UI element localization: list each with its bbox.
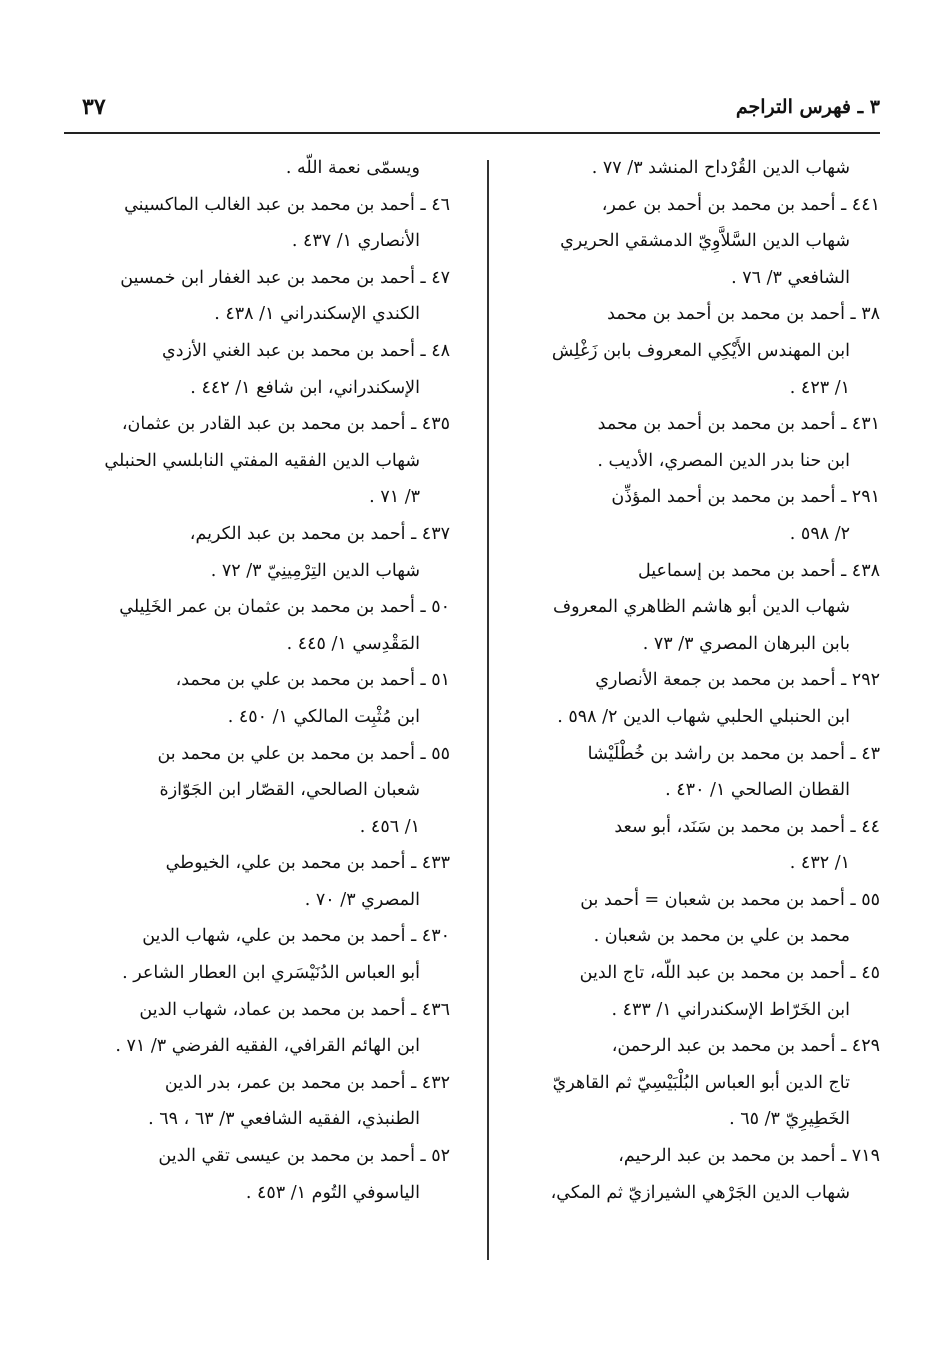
entry-heading-line: ٤٤ ـ أحمد بن محمد بن سَنَد، أبو سعد [614,816,880,837]
entry-heading-line: ٥٠ ـ أحمد بن محمد بن عثمان بن عمر الخَلِيلي [119,597,450,618]
entry-continuation-line: ابن حنا بدر الدين المصري، الأديب . [597,450,850,471]
page-header [60,92,880,132]
entry-continuation-line: الطنبذي، الفقيه الشافعي ٣/ ٦٣ ، ٦٩ . [148,1109,420,1130]
index-entry [510,1138,880,1211]
index-entry [80,516,450,589]
entry-continuation-line: القطان الصالحي ١/ ٤٣٠ . [665,780,850,801]
index-entry [510,479,880,552]
entry-heading-line: ٢٩١ ـ أحمد بن محمد بن أحمد المؤذِّن [611,487,880,508]
entry-heading-line: ٤٣٦ ـ أحمد بن محمد بن عماد، شهاب الدين [139,999,450,1020]
entry-continuation-line: ابن مُثْبِت المالكي ١/ ٤٥٠ . [227,706,420,727]
entry-continuation-line: الإسكندراني، ابن شافع ١/ ٤٤٢ . [190,377,420,398]
entry-continuation-line: الياسوفي التُوم ١/ ٤٥٣ . [245,1182,420,1203]
entry-heading-line: ٤٣٧ ـ أحمد بن محمد بن عبد الكريم، [189,523,450,544]
entry-list [80,187,450,1212]
index-entry [510,1028,880,1138]
index-entry [80,992,450,1065]
entry-heading-line: ٤٢٩ ـ أحمد بن محمد بن عبد الرحمن، [611,1036,880,1057]
entry-heading-line: ٤٤١ ـ أحمد بن محمد بن أحمد بن عمر، [601,194,880,215]
index-entry [80,1138,450,1211]
entry-continuation-line: ١/ ٤٢٣ . [789,377,850,398]
entry-heading-line: ٤٣٣ ـ أحمد بن محمد بن علي، الخيوطي [165,853,450,874]
continuation-text: شهاب الدين القُرْداح المنشد ٣/ ٧٧ . [591,158,850,178]
index-entry [510,955,880,1028]
entry-heading-line: ٤٦ ـ أحمد بن محمد بن عبد الغالب الماكسيني [124,194,450,215]
index-entry [510,662,880,735]
entry-heading-line: ٤٣٢ ـ أحمد بن محمد بن عمر، بدر الدين [164,1072,450,1093]
index-entry [510,406,880,479]
index-entry [80,406,450,516]
page-number: ٣٧ [82,94,106,120]
index-entry [510,296,880,406]
left-column [80,150,450,1211]
index-entry [80,918,450,991]
entry-continuation-line: الكندي الإسكندراني ١/ ٤٣٨ . [214,304,420,325]
entry-heading-line: ٤٣٥ ـ أحمد بن محمد بن عبد القادر بن عثمان، [121,414,450,435]
index-entry [80,1065,450,1138]
entry-continuation-line: بابن البرهان المصري ٣/ ٧٣ . [642,633,850,654]
entry-continuation-line: ٣/ ٧١ . [369,487,420,508]
index-entry [510,187,880,297]
entry-heading-line: ٤٣٨ ـ أحمد بن محمد بن إسماعيل [638,560,880,581]
entry-continuation-line: شهاب الدين السَّلاَّوِيّ الدمشقي الحريري [560,231,850,252]
entry-continuation-line: الشافعي ٣/ ٧٦ . [731,267,850,288]
entry-heading-line: ٥٥ ـ أحمد بن محمد بن علي بن محمد بن [157,743,450,764]
index-entry [510,736,880,809]
entry-continuation-line: تاج الدين أبو العباس البُلْبَيْسِيّ ثم القاهريّ [552,1072,850,1093]
entry-heading-line: ٥٥ ـ أحمد بن محمد بن شعبان = أحمد بن [580,889,880,910]
entry-heading-line: ٥١ ـ أحمد بن محمد بن علي بن محمد، [175,670,450,691]
right-column [510,150,880,1211]
entry-heading-line: ٢٩٢ ـ أحمد بن محمد بن جمعة الأنصاري [595,670,880,691]
index-entry [80,260,450,333]
index-entry [80,845,450,918]
index-entry [510,553,880,663]
entry-continuation-line: شعبان الصالحي، القصّار ابن الجَوّازة [159,780,420,801]
index-entry [80,187,450,260]
entry-heading-line: ٤٨ ـ أحمد بن محمد بن عبد الغني الأزدي [162,340,450,361]
entry-continuation-line: شهاب الدين الفقيه المفتي النابلسي الحنبلي [104,450,420,471]
entry-continuation-line: ١/ ٤٣٢ . [789,853,850,874]
header-rule [64,132,880,134]
entry-continuation-line: أبو العباس الدُنَيْسَري ابن العطار الشاعر . [122,963,420,984]
entry-continuation-line: محمد بن علي بن محمد بن شعبان . [593,926,850,947]
entry-heading-line: ٤٣٠ ـ أحمد بن محمد بن علي، شهاب الدين [142,926,450,947]
entry-continuation-line: المصري ٣/ ٧٠ . [304,889,420,910]
entry-continuation-line: ابن الخَرّاط الإسكندراني ١/ ٤٣٣ . [611,999,850,1020]
index-entry [80,662,450,735]
index-entry [510,882,880,955]
entry-continuation-line: الأنصاري ١/ ٤٣٧ . [291,231,420,252]
entry-continuation-line: ابن الهائم القرافي، الفقيه الفرضي ٣/ ٧١ . [115,1036,420,1057]
entry-heading-line: ٤٥ ـ أحمد بن محمد بن عبد اللّه، تاج الدين [579,963,880,984]
entry-continuation-line: ١/ ٤٥٦ . [359,816,420,837]
entry-continuation-line: ابن الحنبلي الحلبي شهاب الدين ٢/ ٥٩٨ . [557,706,850,727]
entry-heading-line: ٥٢ ـ أحمد بن محمد بن عيسى تقي الدين [158,1146,450,1167]
entry-continuation-line: شهاب الدين الجَرْهي الشيرازيّ ثم المكي، [550,1182,850,1203]
entry-continuation-line: المَقْدِسي ١/ ٤٤٥ . [286,633,420,654]
entry-heading-line: ٣٨ ـ أحمد بن محمد بن أحمد بن محمد [607,304,880,325]
index-entry [80,736,450,846]
entry-continuation-line: ٢/ ٥٩٨ . [789,523,850,544]
entry-list [510,187,880,1212]
entry-heading-line: ٧١٩ ـ أحمد بن محمد بن عبد الرحيم، [618,1146,880,1167]
entry-heading-line: ٤٧ ـ أحمد بن محمد بن عبد الغفار ابن خمسين [120,267,450,288]
index-entry [80,589,450,662]
continuation-text: ويسمّى نعمة اللّه . [285,158,420,178]
index-entry [510,809,880,882]
entry-continuation-line: ابن المهندس الأَيْكِي المعروف بابن زَغْلِش [551,340,850,361]
entry-heading-line: ٤٣ ـ أحمد بن محمد بن راشد بن خُطْلَيْشا [587,743,880,764]
entry-continuation-line: شهاب الدين التِرْمِينِيّ ٣/ ٧٢ . [210,560,420,581]
entry-continuation-line: شهاب الدين أبو هاشم الظاهري المعروف [552,597,850,618]
entry-heading-line: ٤٣١ ـ أحمد بن محمد بن أحمد بن محمد [597,414,880,435]
section-title: ٣ ـ فهرس التراجم [735,96,880,118]
entry-continuation-line: الخَطِيرِيّ ٣/ ٦٥ . [729,1109,850,1130]
column-divider [487,160,489,1260]
index-entry [80,333,450,406]
